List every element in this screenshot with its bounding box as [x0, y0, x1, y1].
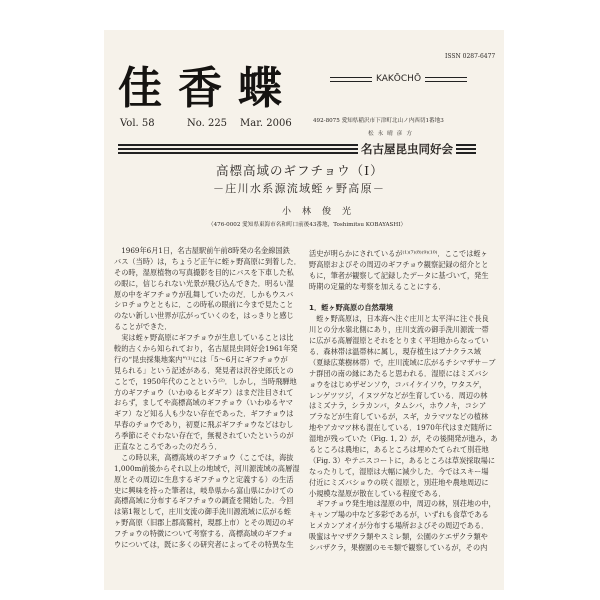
text-line: の眼に，信じられない光景が飛び込んできた．明るい湿	[114, 278, 294, 288]
text-line: る．森林帯は温帯林に属し，現存植生はブナクラス域	[309, 347, 481, 357]
text-line: その時，湿原植物の写真撮影を目的にバスを下車した私	[114, 267, 294, 277]
text-line: ことで，1950年代のことという⁽²⁾．しかし，当時飛騨地	[114, 376, 297, 386]
text-line: この時以来，高標高域のギフチョウ（ここでは，海抜	[114, 452, 294, 462]
text-line: に広がる高層湿原とそれをとりまく平坦地からなってい	[309, 336, 489, 346]
text-line: のない新しい世界が広がっていくのを，はっきりと感じ	[114, 311, 294, 321]
text-line: ョウをはじめザゼンソウ，コバイケイソウ，ワタスゲ，	[309, 379, 487, 389]
double-rule	[330, 77, 372, 82]
text-line: 活史が明らかにされているが⁽¹⁾⁽⁷⁾⁽⁸⁾⁽⁹⁾⁽¹⁰⁾．ここでは蛭ヶ	[309, 249, 488, 258]
journal-roman-text: KAKŌCHŌ	[376, 74, 422, 84]
text-line: （Fig. 3）やテニスコートに，あるところは草炭採取場に	[309, 455, 496, 465]
text-line: は第1報として，庄川支流の御手洗川源流域に広がる蛭	[114, 507, 291, 517]
text-line: もに，筆者が観察して記録したデータに基づいて，発生	[309, 270, 489, 280]
body-column-right	[309, 249, 499, 554]
text-line: ナ群団の南の縁にあたると思われる．湿原にはミズバシ	[309, 368, 489, 378]
text-line: ろ季節にそぐわない存在で，無視されていたというのが	[114, 431, 294, 441]
text-line: 較的古くから知られており，名古屋昆虫同好会1961年発	[114, 344, 298, 354]
text-line: 高標高域に分布するギフチョウの調査を開始した．今回	[114, 496, 294, 506]
text-line: 行の“昆虫採集地案内”⁽¹⁾には「5～6月にギフチョウが	[114, 354, 288, 364]
text-line: バス（当時）は，ちょうど正午に蛭ヶ野高原に到着した．	[114, 256, 301, 266]
text-line: シバザクラ，果樹園のモモ類で観察しているが，その内	[309, 543, 488, 553]
text-line: 蛭ヶ野高原は，日本海へ注ぐ庄川と太平洋に注ぐ長良	[309, 314, 489, 324]
issue-number: No. 225	[187, 118, 228, 129]
text-line: なったりして，湿原は大幅に減少した．今ではスキー場	[309, 466, 489, 476]
text-line: るところは農地に，あるところは埋めたてられて別荘地	[309, 445, 489, 455]
journal-title: 佳香蝶	[118, 63, 298, 114]
text-line: 野高原およびその周辺のギフチョウ観察記録の紹介とと	[309, 259, 489, 269]
editor-name: 松永晴彦方	[368, 131, 416, 137]
text-line: ギフチョウ発生地は湿原の中，周辺の林，別荘地の中，	[309, 499, 496, 509]
article-subtitle: －庄川水系源流域蛭ヶ野高原－	[213, 182, 386, 195]
text-line: 1,000m前後からそれ以上の地域で，河川源流域の高層湿	[114, 463, 300, 473]
text-line: 方のギフチョウ（いわゆるヒダギフ）はまだ注目されて	[114, 387, 294, 397]
text-line: 川との分水嶺北側にあり，庄川支流の御手洗川源流一帯	[309, 325, 489, 335]
section-heading: 1．蛭ヶ野高原の自然環境	[309, 303, 394, 313]
journal-roman-title	[330, 74, 467, 85]
text-line: 地やアカマツ林も混在している．1970年代はまだ随所に	[309, 423, 493, 433]
text-line: ウについては，既に多くの研究者によってその特異な生	[114, 540, 294, 550]
triple-rule	[456, 144, 476, 154]
text-line: 見られる」という記述がある．発見者は沢谷史郎氏との	[114, 365, 294, 375]
text-line: 史に興味を持った筆者は，岐阜県から富山県にかけての	[114, 485, 294, 495]
text-line: 早春のチョウであり，初夏に飛ぶギフチョウなどはむし	[114, 420, 294, 430]
text-line: ることができた．	[114, 322, 172, 332]
text-line: 正直なところであったのだろう．	[114, 442, 222, 452]
text-line: 小規模な湿原が散在している程度である．	[309, 488, 446, 498]
text-line: （夏緑広葉樹林帯）で，庄川流域に広がるチシマザサ－ブ	[309, 357, 496, 367]
text-line: ブラなどが生育しているが，スギ，カラマツなどの植林	[309, 412, 489, 422]
text-line: 原の中をギフチョウが乱舞していたのだ．しかもウスバ	[114, 289, 294, 299]
text-line: フチョウの特徴について考察する．高標高域のギフチョ	[114, 529, 294, 539]
double-rule	[425, 77, 467, 82]
volume: Vol. 58	[120, 118, 155, 129]
text-line: レンゲツツジ，イヌツゲなどが生育している．周辺の林	[309, 390, 488, 400]
text-line: ヶ野高原（旧郡上郡高鷲村，現郡上市）とその周辺のギ	[114, 518, 294, 528]
author-name: 小林俊光	[282, 207, 363, 217]
text-line: 時期の定量的な考察を加えることにする．	[309, 281, 446, 291]
society-name: 名古屋昆虫同好会	[361, 141, 453, 156]
text-line: 付近にミズバショウの咲く湿原と，別荘地や農地周辺に	[309, 477, 489, 487]
issue-date: Mar. 2006	[240, 118, 292, 129]
text-line: シロチョウとともに．この時私の眼前に今まで見たこと	[114, 300, 294, 310]
article-title: 高標高域のギフチョウ（Ⅰ）	[216, 163, 384, 178]
text-line: 原とその周辺に生息するギフチョウと定義する）の生活	[114, 474, 294, 484]
text-line: 実は蛭ヶ野高原にギフチョウが生息していることは比	[114, 333, 294, 343]
society-banner	[118, 142, 476, 156]
text-line: はミズナラ，シラカンバ，タムシバ，ホウノキ，コシア	[309, 401, 487, 411]
society-address: 492-8075 愛知県稲沢市下津町北山ノ内西切1番地3	[313, 118, 444, 124]
issn: ISSN 0287-6477	[445, 53, 496, 60]
author-affiliation: （476-0002 愛知県東海市名和町口前後43番地，Toshimitsu KOBAYASHI）	[208, 222, 407, 228]
text-line: ヒメカンアオイが分布する場所およびその周辺である．	[309, 521, 489, 531]
text-line: ギフ）など知る人も少ない存在であった．ギフチョウは	[114, 409, 294, 419]
text-line: 吸蜜はヤマザクラ類やスミレ類，公園のケエザクラ類や	[309, 532, 488, 542]
paragraph-gap	[309, 293, 499, 304]
text-line: キャンプ場の中など多彩であるが，いずれも食草である	[309, 510, 489, 520]
text-line: 1969年6月1日，名古屋駅前午前8時発の名金線国鉄	[114, 246, 290, 255]
text-line: おらず，ましてや高標高域のギフチョウ（いわゆるヤマ	[114, 398, 293, 408]
text-line: 湿地が残っていた（Fig. 1, 2）が，その後開発が進み，あ	[309, 434, 498, 444]
body-column-left	[114, 246, 304, 551]
triple-rule	[118, 144, 358, 154]
